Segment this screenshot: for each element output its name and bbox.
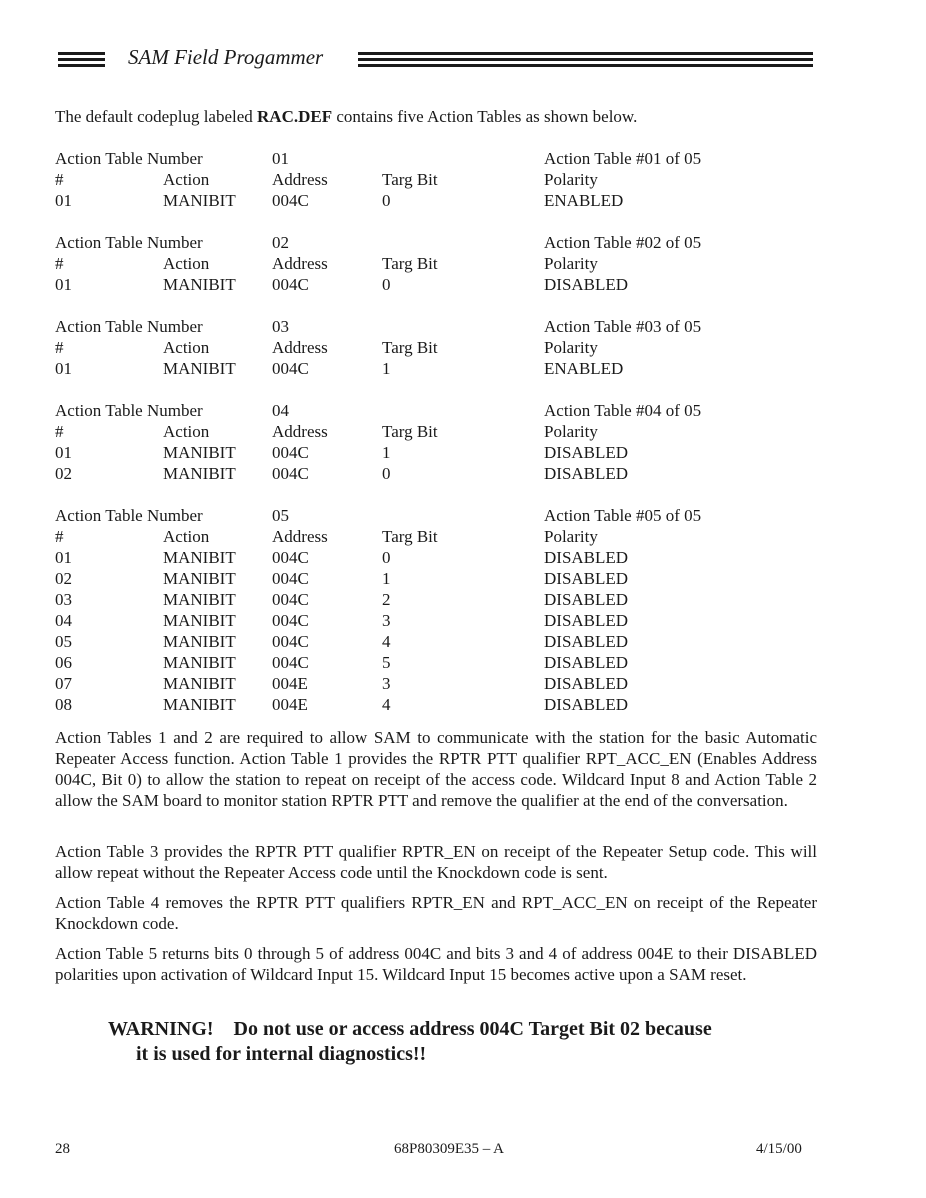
cell-targ-bit: 1 xyxy=(382,359,391,378)
table-row xyxy=(55,631,815,652)
header-action: Action xyxy=(163,422,210,441)
cell-polarity: DISABLED xyxy=(544,653,629,672)
warning-notice xyxy=(108,1017,712,1067)
table-title-row xyxy=(55,400,815,421)
cell-index: 08 xyxy=(55,695,72,714)
table-row xyxy=(55,589,815,610)
paragraph-table-3: Action Table 3 provides the RPTR PTT qualifier RPTR_EN on receipt of the Repeater Setup code. This will allow repeat without the Repeater Access code until the Knockdown code is sent. xyxy=(55,842,817,882)
table-number-label: Action Table Number xyxy=(55,149,203,168)
warning-line-1: WARNING! Do not use or access address 004C Target Bit 02 because xyxy=(108,1018,712,1040)
cell-action: MANIBIT xyxy=(163,464,236,483)
table-number-value: 01 xyxy=(272,149,289,168)
header-polarity: Polarity xyxy=(544,338,598,357)
cell-index: 02 xyxy=(55,569,72,588)
header-index: # xyxy=(55,170,64,189)
page-number: 28 xyxy=(55,1141,70,1157)
intro-sentence: The default codeplug labeled RAC.DEF contains five Action Tables as shown below. xyxy=(55,107,638,126)
cell-address: 004C xyxy=(272,443,309,462)
cell-action: MANIBIT xyxy=(163,653,236,672)
cell-address: 004C xyxy=(272,653,309,672)
warning-line-2: it is used for internal diagnostics!! xyxy=(136,1043,427,1065)
table-title: Action Table #01 of 05 xyxy=(544,149,702,168)
running-header-title: SAM Field Progammer xyxy=(128,45,324,69)
action-table xyxy=(55,148,815,211)
table-row xyxy=(55,652,815,673)
cell-targ-bit: 5 xyxy=(382,653,391,672)
cell-index: 01 xyxy=(55,191,72,210)
table-header-row xyxy=(55,337,815,358)
cell-address: 004E xyxy=(272,674,308,693)
table-title-row xyxy=(55,232,815,253)
table-row xyxy=(55,568,815,589)
cell-address: 004E xyxy=(272,695,308,714)
table-title: Action Table #02 of 05 xyxy=(544,233,702,252)
header-targ-bit: Targ Bit xyxy=(382,254,438,273)
cell-index: 01 xyxy=(55,275,72,294)
cell-targ-bit: 1 xyxy=(382,443,391,462)
header-address: Address xyxy=(272,254,328,273)
table-title: Action Table #04 of 05 xyxy=(544,401,702,420)
table-number-value: 04 xyxy=(272,401,289,420)
cell-address: 004C xyxy=(272,632,309,651)
cell-polarity: DISABLED xyxy=(544,590,629,609)
cell-address: 004C xyxy=(272,359,309,378)
cell-action: MANIBIT xyxy=(163,611,236,630)
header-polarity: Polarity xyxy=(544,527,598,546)
cell-polarity: ENABLED xyxy=(544,359,624,378)
cell-action: MANIBIT xyxy=(163,275,236,294)
cell-targ-bit: 3 xyxy=(382,611,391,630)
header-action: Action xyxy=(163,527,210,546)
cell-polarity: DISABLED xyxy=(544,632,629,651)
header-targ-bit: Targ Bit xyxy=(382,170,438,189)
header-polarity: Polarity xyxy=(544,254,598,273)
header-action: Action xyxy=(163,254,210,273)
table-title-row xyxy=(55,505,815,526)
cell-targ-bit: 0 xyxy=(382,464,391,483)
table-row xyxy=(55,274,815,295)
cell-targ-bit: 1 xyxy=(382,569,391,588)
action-table xyxy=(55,232,815,295)
cell-polarity: DISABLED xyxy=(544,275,629,294)
header-index: # xyxy=(55,254,64,273)
table-number-label: Action Table Number xyxy=(55,401,203,420)
cell-polarity: DISABLED xyxy=(544,464,629,483)
table-header-row xyxy=(55,421,815,442)
cell-polarity: DISABLED xyxy=(544,569,629,588)
header-targ-bit: Targ Bit xyxy=(382,338,438,357)
paragraph-tables-1-2: Action Tables 1 and 2 are required to allow SAM to communicate with the station for the basic Automatic Repeater Access function. Action Table 1 provides the RPTR PTT qualifier RPT_ACC_EN (Enables Address 004C, Bit 0) to allow the station to repeat on receipt of the access code. Wildcard Input 8 and Action Table 2 allow the SAM board to monitor station RPTR PTT and remove the qualifier at the end of the conversation. xyxy=(55,728,817,810)
cell-address: 004C xyxy=(272,548,309,567)
header-address: Address xyxy=(272,170,328,189)
cell-index: 03 xyxy=(55,590,72,609)
cell-polarity: DISABLED xyxy=(544,443,629,462)
action-table xyxy=(55,505,815,715)
cell-targ-bit: 0 xyxy=(382,548,391,567)
table-row xyxy=(55,547,815,568)
header-polarity: Polarity xyxy=(544,170,598,189)
cell-index: 05 xyxy=(55,632,72,651)
table-number-value: 02 xyxy=(272,233,289,252)
table-title-row xyxy=(55,316,815,337)
header-action: Action xyxy=(163,338,210,357)
header-action: Action xyxy=(163,170,210,189)
cell-polarity: DISABLED xyxy=(544,695,629,714)
header-targ-bit: Targ Bit xyxy=(382,422,438,441)
cell-action: MANIBIT xyxy=(163,590,236,609)
cell-address: 004C xyxy=(272,569,309,588)
table-number-label: Action Table Number xyxy=(55,233,203,252)
paragraph-table-5: Action Table 5 returns bits 0 through 5 of address 004C and bits 3 and 4 of address 004E to their DISABLED polarities upon activation of Wildcard Input 15. Wildcard Input 15 becomes active upon a SAM reset. xyxy=(55,944,817,984)
paragraph-table-4: Action Table 4 removes the RPTR PTT qualifiers RPTR_EN and RPT_ACC_EN on receipt of the Repeater Knockdown code. xyxy=(55,893,817,933)
cell-targ-bit: 4 xyxy=(382,632,391,651)
cell-index: 01 xyxy=(55,548,72,567)
cell-polarity: DISABLED xyxy=(544,548,629,567)
cell-index: 07 xyxy=(55,674,72,693)
header-polarity: Polarity xyxy=(544,422,598,441)
cell-targ-bit: 0 xyxy=(382,275,391,294)
cell-index: 01 xyxy=(55,359,72,378)
header-address: Address xyxy=(272,338,328,357)
cell-action: MANIBIT xyxy=(163,548,236,567)
table-title: Action Table #05 of 05 xyxy=(544,506,702,525)
header-address: Address xyxy=(272,422,328,441)
table-title: Action Table #03 of 05 xyxy=(544,317,702,336)
cell-action: MANIBIT xyxy=(163,443,236,462)
table-header-row xyxy=(55,169,815,190)
cell-action: MANIBIT xyxy=(163,569,236,588)
header-index: # xyxy=(55,422,64,441)
cell-action: MANIBIT xyxy=(163,191,236,210)
cell-targ-bit: 0 xyxy=(382,191,391,210)
cell-index: 04 xyxy=(55,611,72,630)
table-row xyxy=(55,190,815,211)
cell-action: MANIBIT xyxy=(163,695,236,714)
cell-index: 01 xyxy=(55,443,72,462)
publication-date: 4/15/00 xyxy=(756,1141,802,1157)
cell-action: MANIBIT xyxy=(163,632,236,651)
cell-index: 02 xyxy=(55,464,72,483)
cell-address: 004C xyxy=(272,590,309,609)
header-index: # xyxy=(55,527,64,546)
table-row xyxy=(55,694,815,715)
header-address: Address xyxy=(272,527,328,546)
cell-action: MANIBIT xyxy=(163,359,236,378)
table-row xyxy=(55,610,815,631)
header-targ-bit: Targ Bit xyxy=(382,527,438,546)
codeplug-name: RAC.DEF xyxy=(257,107,333,126)
action-table xyxy=(55,400,815,484)
cell-targ-bit: 3 xyxy=(382,674,391,693)
table-row xyxy=(55,358,815,379)
action-table xyxy=(55,316,815,379)
cell-targ-bit: 2 xyxy=(382,590,391,609)
table-title-row xyxy=(55,148,815,169)
cell-address: 004C xyxy=(272,611,309,630)
cell-action: MANIBIT xyxy=(163,674,236,693)
action-tables xyxy=(55,148,815,736)
cell-address: 004C xyxy=(272,275,309,294)
cell-index: 06 xyxy=(55,653,72,672)
table-row xyxy=(55,463,815,484)
document-id: 68P80309E35 – A xyxy=(394,1141,505,1157)
table-number-label: Action Table Number xyxy=(55,317,203,336)
cell-polarity: ENABLED xyxy=(544,191,624,210)
table-row xyxy=(55,442,815,463)
table-header-row xyxy=(55,253,815,274)
table-header-row xyxy=(55,526,815,547)
header-rule-right xyxy=(358,52,813,68)
cell-polarity: DISABLED xyxy=(544,611,629,630)
cell-polarity: DISABLED xyxy=(544,674,629,693)
cell-address: 004C xyxy=(272,191,309,210)
table-number-value: 03 xyxy=(272,317,289,336)
table-number-label: Action Table Number xyxy=(55,506,203,525)
table-number-value: 05 xyxy=(272,506,289,525)
cell-targ-bit: 4 xyxy=(382,695,391,714)
cell-address: 004C xyxy=(272,464,309,483)
table-row xyxy=(55,673,815,694)
header-rule-left xyxy=(58,52,105,68)
header-index: # xyxy=(55,338,64,357)
